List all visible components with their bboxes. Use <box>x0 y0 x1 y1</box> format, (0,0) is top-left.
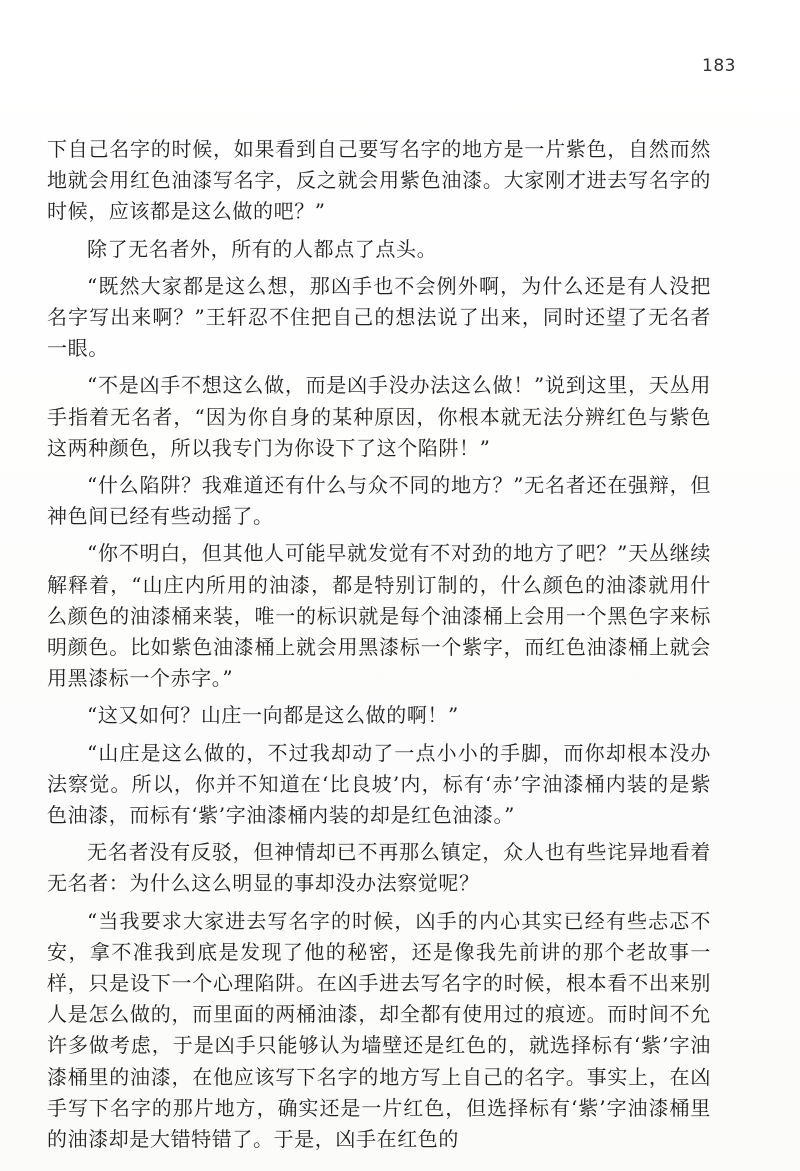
paragraph-3: “既然大家都是这么想，那凶手也不会例外啊，为什么还是有人没把名字写出来啊？”王轩忍不住把自己的想法说了出来，同时还望了无名者一眼。 <box>47 273 711 361</box>
paragraph-4: “不是凶手不想这么做，而是凶手没办法这么做！”说到这里，天丛用手指着无名者，“因为你自身的某种原因，你根本就无法分辨红色与紫色这两种颜色，所以我专门为你设下了这个陷阱！” <box>47 373 711 460</box>
paragraph-6: “你不明白，但其他人可能早就发觉有不对劲的地方了吧？”天丛继续解释着，“山庄内所用的油漆，都是特别订制的，什么颜色的油漆就用什么颜色的油漆桶来装，唯一的标识就是每个油漆桶上会用一个黑色字来标明颜色。比如紫色油漆桶上就会用黑漆标一个紫字，而红色油漆桶上就会用黑漆标一个赤字。” <box>47 541 711 691</box>
paragraph-9: 无名者没有反驳，但神情却已不再那么镇定，众人也有些诧异地看着无名者：为什么这么明显的事却没办法察觉呢？ <box>47 840 711 896</box>
page-number: 183 <box>702 56 736 76</box>
paragraph-5: “什么陷阱？我难道还有什么与众不同的地方？”无名者还在强辩，但神色间已经有些动摇了。 <box>47 473 711 529</box>
paragraph-7: “这又如何？山庄一向都是这么做的啊！” <box>87 703 459 728</box>
paragraph-10: “当我要求大家进去写名字的时候，凶手的内心其实已经有些忐忑不安，拿不准我到底是发现了他的秘密，还是像我先前讲的那个老故事一样，只是设下一个心理陷阱。在凶手进去写名字的时候，根本看不出来别人是怎么做的，而里面的两桶油漆，却全都有使用过的痕迹。而时间不允许多做考虑，于是凶手只能够认为墙壁还是红色的，就选择标有‘紫’字油漆桶里的油漆，在他应该写下名字的地方写上自己的名字。事实上，在凶手写下名字的那片地方，确实还是一片红色，但选择标有‘紫’字油漆桶里的油漆却是大错特错了。于是，凶手在红色的 <box>47 908 711 1152</box>
paragraph-8: “山庄是这么做的，不过我却动了一点小小的手脚，而你却根本没办法察觉。所以，你并不知道在‘比良坡’内，标有‘赤’字油漆桶内装的是紫色油漆，而标有‘紫’字油漆桶内装的却是红色油漆。” <box>47 740 711 828</box>
paragraph-2: 除了无名者外，所有的人都点了点头。 <box>87 236 438 261</box>
body-text <box>47 134 711 1161</box>
paragraph-1: 下自己名字的时候，如果看到自己要写名字的地方是一片紫色，自然而然地就会用红色油漆写名字，反之就会用紫色油漆。大家刚才进去写名字的时候，应该都是这么做的吧？” <box>47 137 711 224</box>
